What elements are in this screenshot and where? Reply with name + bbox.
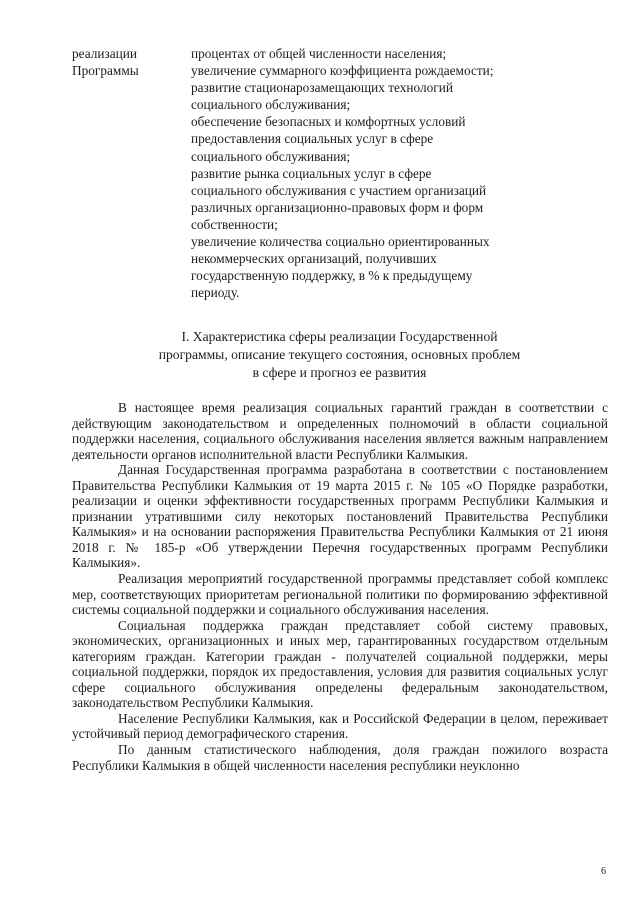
section-heading-line: в сфере и прогноз ее развития xyxy=(252,364,427,380)
passport-item-line: развитие стационарозамещающих технологий xyxy=(191,80,453,96)
passport-item-line: обеспечение безопасных и комфортных условий xyxy=(191,114,466,130)
passport-item-line: процентах от общей численности населения; xyxy=(191,46,447,61)
passport-item-line: различных организационно-правовых форм и форм xyxy=(191,199,484,215)
passport-item-line: периоду. xyxy=(191,285,240,301)
section-heading xyxy=(72,328,607,381)
passport-label-line: реализации xyxy=(72,46,137,61)
passport-item-line: социального обслуживания с участием организаций xyxy=(191,182,487,198)
body-paragraph: Реализация мероприятий государственной программы представляет собой комплекс мер, соответствующих приоритетам региональной политики по формированию эффективной системы социальной поддержки и социального обслуживания населения. xyxy=(72,571,608,618)
section-body xyxy=(72,400,608,773)
passport-item-line: некоммерческих организаций, получивших xyxy=(191,251,437,267)
passport-item-line: собственности; xyxy=(191,216,278,232)
passport-item-line: предоставления социальных услуг в сфере xyxy=(191,131,434,147)
passport-label-line: Программы xyxy=(72,63,139,79)
body-paragraph: В настоящее время реализация социальных гарантий граждан в соответствии с действующим законодательством и определенных полномочий в области социальной поддержки населения, социального обслуживания населения является важным направлением деятельности органов исполнительной власти Республики Калмыкия. xyxy=(72,400,608,462)
passport-item-line: увеличение количества социально ориентированных xyxy=(191,234,490,250)
body-paragraph: По данным статистического наблюдения, доля граждан пожилого возраста Республики Калмыкия в общей численности населения республики неуклонно xyxy=(72,742,608,773)
section-heading-line: программы, описание текущего состояния, основных проблем xyxy=(158,346,521,362)
passport-item-line: увеличение суммарного коэффициента рождаемости; xyxy=(191,63,494,79)
passport-item-line: развитие рынка социальных услуг в сфере xyxy=(191,165,432,181)
passport-item-line: социального обслуживания; xyxy=(191,148,351,164)
body-paragraph: Данная Государственная программа разработана в соответствии с постановлением Правительства Республики Калмыкия от 19 марта 2015 г. № 105 «О Порядке разработки, реализации и оценки эффективности государственных программ Республики Калмыкия и признании утратившими силу некоторых постановлений Правительства Республики Калмыкия» и на основании распоряжения Правительства Республики Калмыкия от 21 июня 2018 г. № 185-р «Об утверждении Перечня государственных программ Республики Калмыкия». xyxy=(72,462,608,571)
passport-item-line: государственную поддержку, в % к предыдущему xyxy=(191,268,473,284)
passport-item-line: социального обслуживания; xyxy=(191,97,351,113)
passport-row-content xyxy=(191,45,612,301)
passport-row-label xyxy=(72,45,187,79)
page-number: 6 xyxy=(601,866,606,877)
body-paragraph: Социальная поддержка граждан представляет собой систему правовых, экономических, организационных и иных мер, гарантированных государством отдельным категориям граждан. Категории граждан - получателей социальной поддержки, меры социальной поддержки, порядок их предоставления, условия для развития социальных услуг сфере социального обслуживания определены федеральным законодательством, законодательством Республики Калмыкия. xyxy=(72,617,608,711)
section-heading-line: I. Характеристика сферы реализации Государственной xyxy=(181,329,498,344)
body-paragraph: Население Республики Калмыкия, как и Российской Федерации в целом, переживает устойчивый период демографического старения. xyxy=(72,710,608,742)
